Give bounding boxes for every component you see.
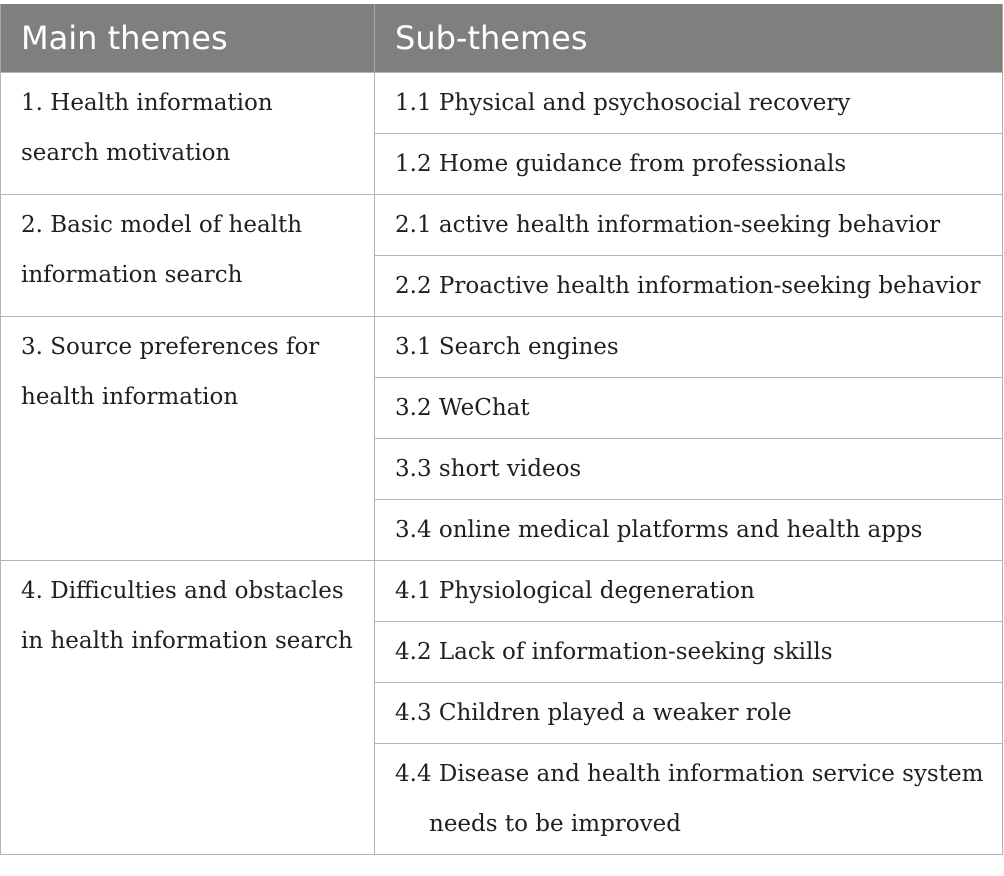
table-row <box>1 73 1003 134</box>
sub-theme-3-3: 3.3 short videos <box>375 439 1003 500</box>
main-theme-1: 1. Health information search motivation <box>1 73 375 195</box>
sub-theme-3-1: 3.1 Search engines <box>375 317 1003 378</box>
table-body <box>1 73 1003 855</box>
sub-theme-3-4: 3.4 online medical platforms and health apps <box>375 500 1003 561</box>
table-header <box>1 4 1003 73</box>
sub-theme-4-1: 4.1 Physiological degeneration <box>375 561 1003 622</box>
themes-table <box>0 4 1003 855</box>
sub-theme-1-1: 1.1 Physical and psychosocial recovery <box>375 73 1003 134</box>
table-row <box>1 561 1003 622</box>
sub-theme-4-4: 4.4 Disease and health information service system needs to be improved <box>395 761 984 837</box>
table-row <box>1 195 1003 256</box>
main-theme-3: 3. Source preferences for health information <box>1 317 375 561</box>
sub-theme-4-2: 4.2 Lack of information-seeking skills <box>375 622 1003 683</box>
sub-theme-2-1: 2.1 active health information-seeking behavior <box>375 195 1003 256</box>
header-main-themes: Main themes <box>1 4 375 73</box>
main-theme-4: 4. Difficulties and obstacles in health information search <box>1 561 375 855</box>
sub-theme-2-2: 2.2 Proactive health information-seeking behavior <box>375 256 1003 317</box>
sub-theme-3-2: 3.2 WeChat <box>375 378 1003 439</box>
table-row <box>1 317 1003 378</box>
sub-theme-4-3: 4.3 Children played a weaker role <box>375 683 1003 744</box>
header-sub-themes: Sub-themes <box>375 4 1003 73</box>
sub-theme-1-2: 1.2 Home guidance from professionals <box>375 134 1003 195</box>
main-theme-2: 2. Basic model of health information search <box>1 195 375 317</box>
sub-theme-4-4-cell <box>375 744 1003 855</box>
header-row <box>1 4 1003 73</box>
